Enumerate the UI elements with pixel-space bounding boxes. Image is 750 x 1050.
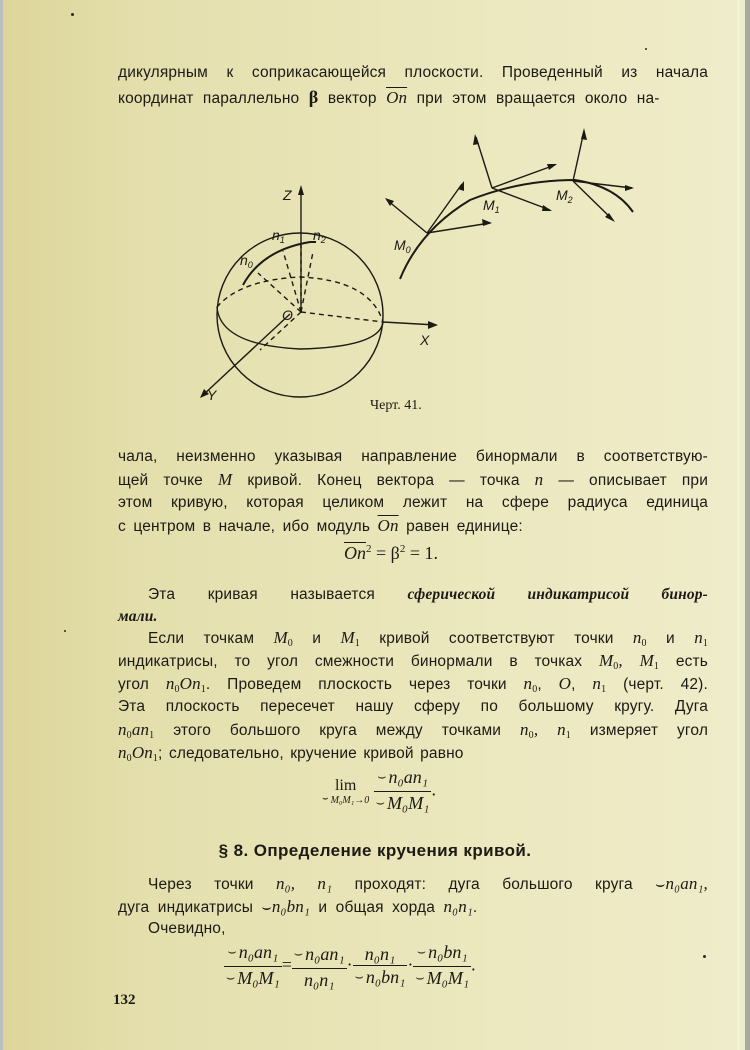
text: равен единице: xyxy=(406,518,523,535)
math xyxy=(118,720,154,739)
text-line xyxy=(118,696,708,718)
math: · xyxy=(407,954,414,975)
math: 1 xyxy=(601,684,607,695)
arc-symbol: ⌣ xyxy=(293,946,304,962)
math: M xyxy=(340,628,355,647)
fraction xyxy=(353,943,408,991)
math: 0 xyxy=(613,661,619,672)
math: n₀an₁, xyxy=(665,874,708,893)
text: проходят: дуга большого круга xyxy=(354,876,633,893)
math xyxy=(273,628,292,647)
beta-symbol: β xyxy=(308,87,319,107)
math: n₀bn₁ xyxy=(365,966,406,987)
label-n0: $n_0$ xyxy=(240,252,253,270)
text: угол xyxy=(118,676,149,693)
text: Эта плоскость пересечет нашу сферу по большому кругу. Дуга xyxy=(118,698,708,715)
equation-modulus: $\overline{On}^2 = \beta^2 = 1$. xyxy=(344,543,438,563)
text: , xyxy=(537,676,542,693)
math: n xyxy=(694,628,703,647)
math xyxy=(633,628,647,647)
math xyxy=(520,720,538,739)
text: (черт. 42). xyxy=(623,676,708,693)
term-continuation: мали. xyxy=(118,608,158,625)
arc-symbol: ⌣ xyxy=(227,945,237,960)
lim-sub xyxy=(322,795,369,806)
math: On xyxy=(179,674,201,693)
math-M: M xyxy=(218,470,233,489)
text-line xyxy=(118,469,708,492)
math xyxy=(599,651,623,670)
term-spherical-indicatrix: сферической индикатрисой бинор- xyxy=(407,586,708,603)
page-number: 132 xyxy=(113,992,136,1008)
math: , xyxy=(618,651,623,670)
text: Если точкам xyxy=(148,630,255,647)
space-curve xyxy=(400,180,633,279)
math: 1 xyxy=(149,730,155,741)
math: . xyxy=(471,954,476,975)
math: n₀an₁ xyxy=(305,943,345,964)
math: M₀M₁ xyxy=(426,968,470,988)
text: . Проведем плоскость через точки xyxy=(205,676,507,693)
label-M1: $M_1$ xyxy=(483,197,500,215)
math: M xyxy=(273,628,288,647)
arc-symbol: ⌣ xyxy=(655,876,666,893)
text-line xyxy=(118,492,708,514)
math: 1 xyxy=(653,661,660,672)
fraction xyxy=(224,941,282,992)
math: M₀M₁ xyxy=(237,968,280,988)
label-M2: $M_2$ xyxy=(556,187,573,205)
text: щей точке xyxy=(118,472,203,489)
label-M0: $M_0$ xyxy=(394,237,411,255)
text-line xyxy=(118,606,708,628)
math: n₀bn₁ xyxy=(428,942,468,962)
math xyxy=(592,674,606,693)
math: n₀n₁ xyxy=(443,897,473,916)
text: Очевидно, xyxy=(148,920,226,937)
math: · xyxy=(346,954,353,975)
text: дикулярным к соприкасающейся плоскости. Проведенный из начала xyxy=(118,64,708,81)
text: и xyxy=(312,630,322,647)
text: Эта кривая называется xyxy=(148,586,375,603)
figure-caption: Черт. 41. xyxy=(370,398,422,413)
text-line xyxy=(118,584,708,606)
text: — описывает при xyxy=(558,472,708,489)
text-line xyxy=(118,515,708,538)
text-line xyxy=(118,896,708,919)
fraction xyxy=(374,766,432,817)
text: вектор xyxy=(327,90,377,107)
math: n₀n₁ xyxy=(304,969,335,990)
math: 0 xyxy=(126,753,132,764)
equation-torsion-limit xyxy=(322,766,436,817)
math: 1 xyxy=(152,753,159,764)
vector-On: $\overline{On}$ xyxy=(386,88,408,107)
indicatrix-curve xyxy=(243,242,316,285)
text: ; следовательно, кручение кривой равно xyxy=(158,745,464,762)
math: 0 xyxy=(641,638,647,649)
math-n: n xyxy=(534,470,544,489)
math: O xyxy=(558,674,572,693)
text: этом кривую, которая целиком лежит на сфере радиуса единица xyxy=(118,494,708,511)
print-speck xyxy=(703,955,706,958)
math: n xyxy=(165,674,175,693)
text: кривой. Конец вектора — точка xyxy=(247,472,520,489)
math: , xyxy=(533,720,539,739)
print-speck xyxy=(64,630,66,632)
math xyxy=(557,720,571,739)
math: n₀an₁ xyxy=(388,767,428,787)
text: и xyxy=(666,630,675,647)
arc-symbol: ⌣ xyxy=(416,945,427,960)
math: 0 xyxy=(174,684,180,695)
fraction xyxy=(292,943,347,991)
math: 0 xyxy=(528,730,534,741)
arc-symbol: ⌣ xyxy=(226,971,236,986)
math: n₀n₁ xyxy=(364,943,396,964)
equator-back xyxy=(217,277,383,322)
text: . xyxy=(472,899,478,916)
label-x: X xyxy=(420,332,430,348)
arc-symbol: ⌣ xyxy=(415,971,425,986)
math: = xyxy=(281,954,292,975)
label-z: Z xyxy=(283,187,292,203)
text-line xyxy=(118,446,708,468)
text: при этом вращается около на- xyxy=(416,90,660,107)
math: 0 xyxy=(532,684,538,695)
figure-41 xyxy=(0,0,750,440)
lim: lim xyxy=(334,777,357,794)
label-n2: $n_2$ xyxy=(313,227,326,245)
math: . xyxy=(431,779,436,800)
math: an xyxy=(131,720,150,739)
arc-symbol: ⌣ xyxy=(354,969,364,985)
text: измеряет угол xyxy=(589,722,709,739)
math: n xyxy=(557,720,566,739)
math: n xyxy=(632,628,642,647)
arc-symbol: ⌣ xyxy=(261,899,272,916)
math: $\overline{On}$ xyxy=(344,543,366,563)
vector-On: $\overline{On}$ xyxy=(377,516,399,535)
math: n xyxy=(118,743,127,762)
math: M xyxy=(598,651,614,670)
math: n₀bn₁ xyxy=(271,897,310,916)
math: n xyxy=(592,674,602,693)
text: чала, неизменно указывая направление бинормали в соответствую- xyxy=(118,448,708,465)
math: n₀an₁ xyxy=(238,942,279,962)
section-heading: § 8. Определение кручения кривой. xyxy=(218,841,532,860)
text: , xyxy=(571,676,576,693)
label-n1: $n_1$ xyxy=(272,227,285,245)
limit-operator xyxy=(322,777,369,806)
math: 1 xyxy=(354,638,360,649)
math xyxy=(118,743,158,762)
text: дуга индикатрисы xyxy=(118,899,254,916)
text: есть xyxy=(675,653,708,670)
math: M xyxy=(639,651,654,670)
arc-symbol: ⌣ xyxy=(322,793,329,804)
math: 1 xyxy=(702,638,709,649)
math xyxy=(340,628,359,647)
math: 1 xyxy=(200,684,206,695)
math: 1 xyxy=(565,730,571,741)
math: On xyxy=(131,743,153,762)
text-line xyxy=(118,918,708,940)
text: с центром в начале, ибо модуль xyxy=(118,518,371,535)
math: = 1. xyxy=(409,543,438,563)
math: M₀M₁→0 xyxy=(330,795,370,806)
math xyxy=(640,651,659,670)
arc-symbol: ⌣ xyxy=(375,796,385,811)
text: и общая хорда xyxy=(318,899,436,916)
label-origin: O xyxy=(282,307,293,323)
math xyxy=(524,674,538,693)
math: n xyxy=(520,720,529,739)
text-line xyxy=(118,873,708,896)
text: координат параллельно xyxy=(118,90,300,107)
math: 2 xyxy=(399,543,406,555)
math: 0 xyxy=(126,730,132,741)
math: n xyxy=(118,720,127,739)
text: Через точки xyxy=(148,876,254,893)
text: кривой соответствуют точки xyxy=(379,630,614,647)
y-axis xyxy=(202,314,290,396)
fraction xyxy=(413,941,471,992)
math: M₀M₁ xyxy=(386,793,430,813)
text: индикатрисы, то угол смежности бинормали в точках xyxy=(118,653,583,670)
text: этого большого круга между точками xyxy=(173,722,502,739)
math: n xyxy=(523,674,533,693)
label-y: Y xyxy=(207,387,217,403)
math: 0 xyxy=(287,638,293,649)
math xyxy=(166,674,206,693)
equation-ratio-product xyxy=(224,941,476,992)
arc-symbol: ⌣ xyxy=(377,770,387,785)
math xyxy=(694,628,708,647)
math: n₀, n₁ xyxy=(275,874,333,893)
math: β xyxy=(390,543,400,563)
math: 2 xyxy=(366,543,372,555)
